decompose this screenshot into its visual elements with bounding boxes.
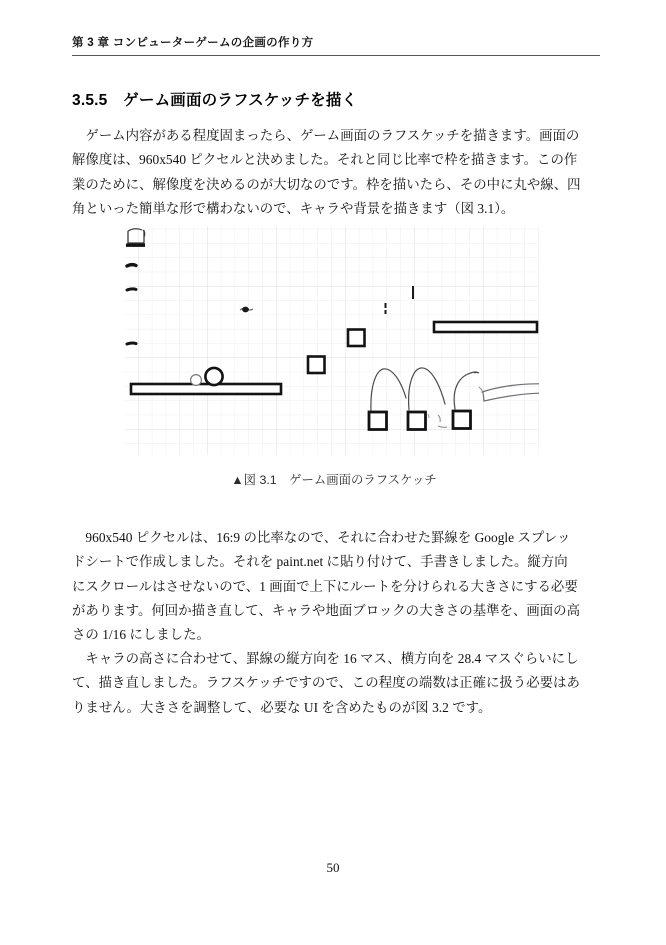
ground-platform-left [131,384,281,394]
hud-dash-1 [127,265,136,266]
block-bottom-3 [453,411,471,429]
paragraph-line: さの 1/16 にしました。 [72,627,210,643]
tick-mark-tall [412,286,414,299]
sketch-grid [125,226,539,455]
hud-icon [126,229,145,247]
paragraph-line: があります。何回か描き直して、キャラや地面ブロックの大きさの基準を、画面の高 [72,602,580,618]
paragraph-scale [72,647,596,720]
paragraph-line: ゲーム内容がある程度固まったら、ゲーム画面のラフスケッチを描きます。画面の [72,128,580,143]
running-header [72,34,600,60]
header-rule [72,55,600,56]
tick-mark-short [385,303,387,314]
section-heading: 3.5.5 ゲーム画面のラフスケッチを描く [72,92,358,109]
paragraph-grid [72,526,596,647]
hud-dash-3 [127,343,136,344]
figure-caption: ▲図 3.1 ゲーム画面のラフスケッチ [231,473,437,487]
arc-tail-mark [428,414,447,427]
jump-arc-1 [371,369,406,411]
paragraph-line: にスクロールはさせないので、1 画面で上下にルートを分けられる大きさにする必要 [72,578,578,594]
paragraph-line: 角といった簡単な形で構わないので、キャラや背景を描きます（図 3.1）。 [72,200,515,216]
paragraph-line: ドシートで作成しました。それを paint.net に貼り付けて、手書きしました。縦方向 [72,554,568,570]
player-circle [205,368,222,385]
paragraph-line: て、描き直しました。ラフスケッチですので、この程度の端数は正確に扱う必要はあ [72,675,580,691]
small-circle [191,375,202,386]
slope-shape [479,384,551,401]
page-number: 50 [326,860,340,875]
paragraph-line: キャラの高さに合わせて、罫線の縦方向を 16 マス、横方向を 28.4 マスぐらいにし [72,651,579,666]
block-bottom-1 [369,412,387,430]
running-header-title: 第 3 章 コンピューターゲームの企画の作り方 [72,37,314,49]
hud-dash-2 [127,289,136,290]
paragraph-intro [72,124,596,221]
paragraph-line: りません。大きさを調整して、必要な UI を含めたものが図 3.2 です。 [72,699,492,715]
block-upper-right [348,330,365,347]
block-mid-left [308,357,325,374]
jump-arc-2 [409,368,445,410]
paragraph-line: 解像度は、960x540 ピクセルと決めました。それと同じ比率で枠を描きます。この作 [72,152,578,168]
block-bottom-2 [408,412,426,430]
jump-arc-3 [454,372,479,409]
flying-enemy [240,307,253,313]
paragraph-line: 業のために、解像度を決めるのが大切なのです。枠を描いたら、その中に丸や線、四 [72,176,581,192]
paragraph-line: 960x540 ピクセルは、16:9 の比率なので、それに合わせた罫線を Google スプレッ [72,530,571,545]
ground-platform-right [434,322,537,332]
